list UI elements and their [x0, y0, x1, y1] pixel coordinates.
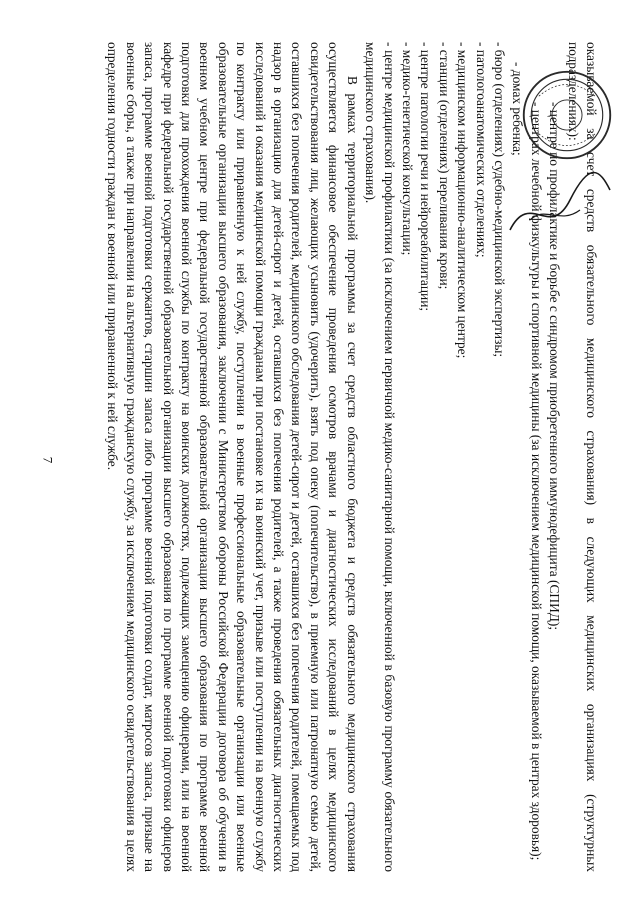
paragraph: В рамках территориальной программы за счет средств областного бюджета и средств обязательного медицинского страхования осуществляется финансовое обеспечение проведения осмотров врачами и диагностических исследований в целях медицинского освидетельствования лиц, желающих усыновить (удочерить), взять под опеку (попечительство), в приемную или патронатную семью детей, оставшихся без попечения родителей, медицинского обследования детей-сирот и детей, оставшихся без попечения родителей, помещаемых под надзор в организацию для детей-сирот и детей, оставшихся без попечения родителей, а также проведения обязательных диагностических исследований и оказания медицинской помощи гражданам при постановке их на воинский учет, призыве или поступлении на военную службу по контракту или приравненную к ней службу, поступлении в военные профессиональные образовательные организации или военные образовательные организации высшего образования, заключении с Министерством обороны Российской Федерации договора об обучении в военном учебном центре при федеральной государственной образовательной организации высшего образования по программе военной подготовки для прохождения военной службы по контракту на воинских должностях, подлежащих замещению офицерами, или на военной кафедре при федеральной государственной образовательной организации высшего образования по программе военной подготовки офицеров запаса, программе военной подготовки сержантов, старшин запаса либо программе военной подготовки солдат, матросов запаса, призыве на военные сборы, а также при направлении на альтернативную гражданскую службу, за исключением медицинского освидетельствования в целях определения годности граждан к военной или приравненной к ней службе. — [105, 42, 360, 872]
list-item: - медико-генетической консультации; — [399, 42, 415, 256]
official-stamp-icon — [520, 68, 614, 162]
list-item: - медицинском информационно-аналитическом центре; — [455, 42, 471, 359]
paragraph: оказываемой за счет средств обязательного медицинского страхования) в следующих медицинских организациях (структурных подразделениях): — [565, 42, 599, 872]
list-item: - центрах лечебной физкультуры и спортивной медицины (за исключением медицинской помощи, оказываемой в центрах здоровья); — [528, 102, 544, 861]
list-item: - станции (отделениях) переливания крови; — [436, 42, 452, 290]
list-item: - бюро (отделениях) судебно-медицинской экспертизы; — [491, 42, 507, 358]
list-item: - центре по профилактике и борьбе с синдромом приобретенного иммунодефицита (СПИД); — [547, 102, 563, 631]
list-item: - домах ребенка; — [510, 62, 526, 156]
list-item: - центре медицинской профилактики (за исключением первичной медико-санитарной помощи, включенной в базовую программу обязательного медицинского страхования). — [363, 42, 397, 872]
list-item: - центре патологии речи и нейрореабилитации; — [418, 42, 434, 312]
list-item: - патологоанатомических отделениях; — [473, 42, 489, 258]
page-number: 7 — [40, 456, 56, 464]
signature-icon — [500, 150, 620, 250]
